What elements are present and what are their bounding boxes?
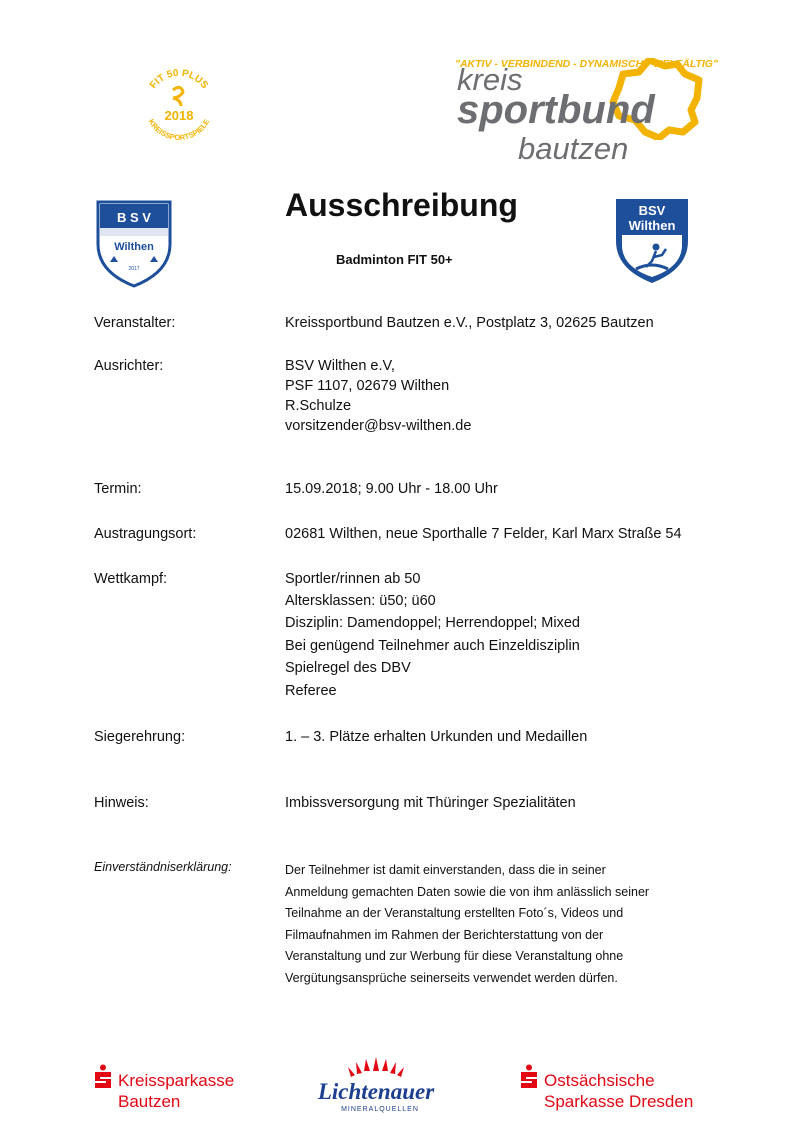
consent-line: Vergütungsansprüche seinerseits verwendet werden dürfen. <box>285 970 618 985</box>
consent-line: Veranstaltung und zur Werbung für diese Veranstaltung ohne <box>285 949 624 963</box>
sponsor-center-name: Lichtenauer <box>317 1079 435 1104</box>
crest-left-top-text: B S V <box>117 210 151 225</box>
sunburst-icon <box>348 1057 404 1077</box>
fit-50-plus-logo <box>133 60 225 152</box>
consent-line: Teilnahme an der Veranstaltung erstellten Foto´s, Videos und <box>285 906 624 920</box>
sponsor-center-sub: MINERALQUELLEN <box>341 1106 419 1113</box>
kreissportbund-logo <box>455 58 718 170</box>
sparkasse-s-icon <box>520 1064 538 1088</box>
crest-right-top-text: BSV <box>638 203 666 218</box>
kreissparkasse-bautzen-logo <box>94 1062 264 1112</box>
sponsor-right-line2: Sparkasse Dresden <box>544 1092 694 1111</box>
value-termin: 15.09.2018; 9.00 Uhr - 18.00 Uhr <box>285 481 498 497</box>
value-wettkampf-line2: Altersklassen: ü50; ü60 <box>285 593 436 609</box>
fit-logo-bottom-text: KREISSPORTSPIELE <box>146 117 212 143</box>
value-wettkampf-line4: Bei genügend Teilnehmer auch Einzeldisziplin <box>285 638 580 654</box>
page-title: Ausschreibung <box>285 187 518 223</box>
label-wettkampf: Wettkampf: <box>94 571 168 587</box>
value-wettkampf-line1: Sportler/rinnen ab 50 <box>285 571 421 587</box>
crest-right-bottom-text: Wilthen <box>628 218 676 233</box>
runner-icon <box>173 87 183 106</box>
value-hinweis: Imbissversorgung mit Thüringer Spezialitäten <box>285 795 576 811</box>
consent-line: Anmeldung gemachten Daten sowie die von ihm anlässlich seiner <box>285 884 650 899</box>
value-veranstalter: Kreissportbund Bautzen e.V., Postplatz 3, 02625 Bautzen <box>285 315 654 331</box>
value-ausrichter-line3: R.Schulze <box>285 398 352 414</box>
label-siegerehrung: Siegerehrung: <box>94 729 186 745</box>
lichtenauer-logo <box>308 1057 444 1117</box>
consent-text <box>285 860 649 989</box>
value-ausrichter-line1: BSV Wilthen e.V, <box>285 358 395 374</box>
sparkasse-s-icon <box>94 1064 112 1088</box>
fit-logo-year: 2018 <box>164 108 194 123</box>
value-austragungsort: 02681 Wilthen, neue Sporthalle 7 Felder, Karl Marx Straße 54 <box>285 526 682 542</box>
player-icon <box>653 244 660 251</box>
label-veranstalter: Veranstalter: <box>94 315 176 331</box>
value-ausrichter-email: vorsitzender@bsv-wilthen.de <box>285 418 472 434</box>
ostsaechsische-sparkasse-logo <box>520 1062 720 1112</box>
sponsor-left-line2: Bautzen <box>118 1092 181 1111</box>
label-termin: Termin: <box>94 481 142 497</box>
value-wettkampf-line3: Disziplin: Damendoppel; Herrendoppel; Mixed <box>285 615 580 631</box>
consent-line: Der Teilnehmer ist damit einverstanden, dass die in seiner <box>285 863 606 877</box>
fit-logo-top-text: FIT 50 PLUS <box>147 67 211 91</box>
label-einverstaendnis: Einverständniserklärung: <box>94 860 232 874</box>
sponsor-left-line1: Kreissparkasse <box>118 1071 235 1090</box>
crest-left-year: 2017 <box>128 266 140 272</box>
bsv-wilthen-crest-left <box>94 198 174 288</box>
bsv-wilthen-crest-right <box>612 195 692 285</box>
ksb-slogan: "AKTIV - VERBINDEND - DYNAMISCH - VIELFÄLTIG" <box>455 58 718 70</box>
label-ausrichter: Ausrichter: <box>94 358 164 374</box>
label-hinweis: Hinweis: <box>94 795 149 811</box>
label-austragungsort: Austragungsort: <box>94 526 197 542</box>
ksb-logo-line3: bautzen <box>518 131 629 166</box>
value-ausrichter-line2: PSF 1107, 02679 Wilthen <box>285 378 450 394</box>
crest-left-bottom-text: Wilthen <box>114 241 154 253</box>
page-subtitle: Badminton FIT 50+ <box>336 252 453 267</box>
value-wettkampf-line6: Referee <box>285 683 337 699</box>
consent-line: Filmaufnahmen im Rahmen der Berichterstattung von der <box>285 927 604 942</box>
value-siegerehrung: 1. – 3. Plätze erhalten Urkunden und Medaillen <box>285 729 588 745</box>
ksb-logo-line2: sportbund <box>457 88 655 132</box>
value-wettkampf-line5: Spielregel des DBV <box>285 660 411 676</box>
sponsor-right-line1: Ostsächsische <box>544 1071 655 1090</box>
ksb-logo-line1: kreis <box>457 62 523 97</box>
